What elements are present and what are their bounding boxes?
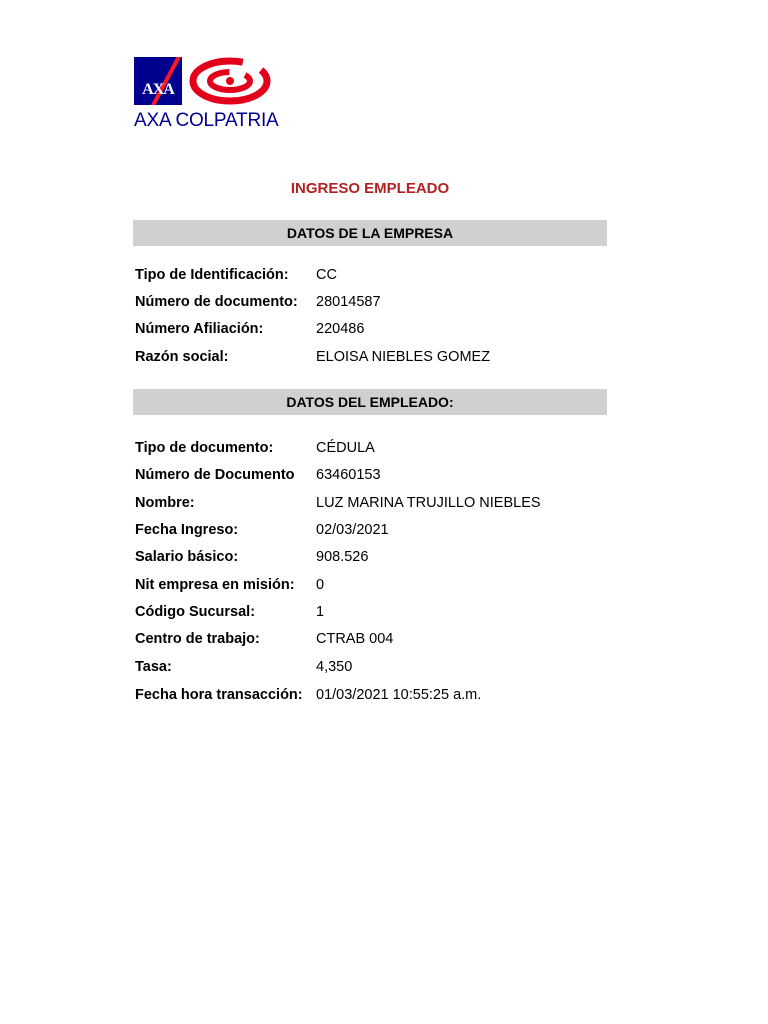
field-label: Código Sucursal: [135, 604, 256, 620]
field-label: Número de documento: [135, 294, 298, 310]
field-value: 1 [316, 604, 325, 620]
field-label: Centro de trabajo: [135, 631, 260, 647]
colpatria-swirl-icon [188, 55, 272, 107]
section-header-empresa: DATOS DE LA EMPRESA [133, 220, 607, 246]
field-label: Tasa: [135, 659, 172, 675]
field-label: Tipo de documento: [135, 440, 274, 456]
field-value: LUZ MARINA TRUJILLO NIEBLES [316, 495, 541, 511]
field-label: Tipo de Identificación: [135, 267, 289, 283]
field-value: 4,350 [316, 659, 353, 675]
field-label: Razón social: [135, 349, 229, 365]
field-label: Nit empresa en misión: [135, 577, 295, 593]
field-value: CC [316, 267, 337, 283]
field-value: ELOISA NIEBLES GOMEZ [316, 349, 491, 365]
field-label: Fecha hora transacción: [135, 687, 303, 703]
section-header-empleado: DATOS DEL EMPLEADO: [133, 389, 607, 415]
axa-wordmark: AXA [142, 81, 174, 98]
page-title: INGRESO EMPLEADO [290, 180, 450, 197]
field-value: 28014587 [316, 294, 381, 310]
field-label: Salario básico: [135, 549, 239, 565]
field-label: Nombre: [135, 495, 195, 511]
field-label: Número de Documento [135, 467, 295, 483]
field-value: 908.526 [316, 549, 369, 565]
field-label: Fecha Ingreso: [135, 522, 239, 538]
field-value: 0 [316, 577, 325, 593]
axa-colpatria-logo [134, 55, 279, 133]
brand-name: AXA COLPATRIA [134, 110, 279, 131]
field-value: 220486 [316, 321, 365, 337]
field-label: Número Afiliación: [135, 321, 264, 337]
field-value: CTRAB 004 [316, 631, 394, 647]
field-value: 63460153 [316, 467, 381, 483]
field-value: 02/03/2021 [316, 522, 389, 538]
axa-logo-mark [134, 57, 182, 105]
field-value: 01/03/2021 10:55:25 a.m. [316, 687, 482, 703]
field-value: CÉDULA [316, 440, 375, 456]
